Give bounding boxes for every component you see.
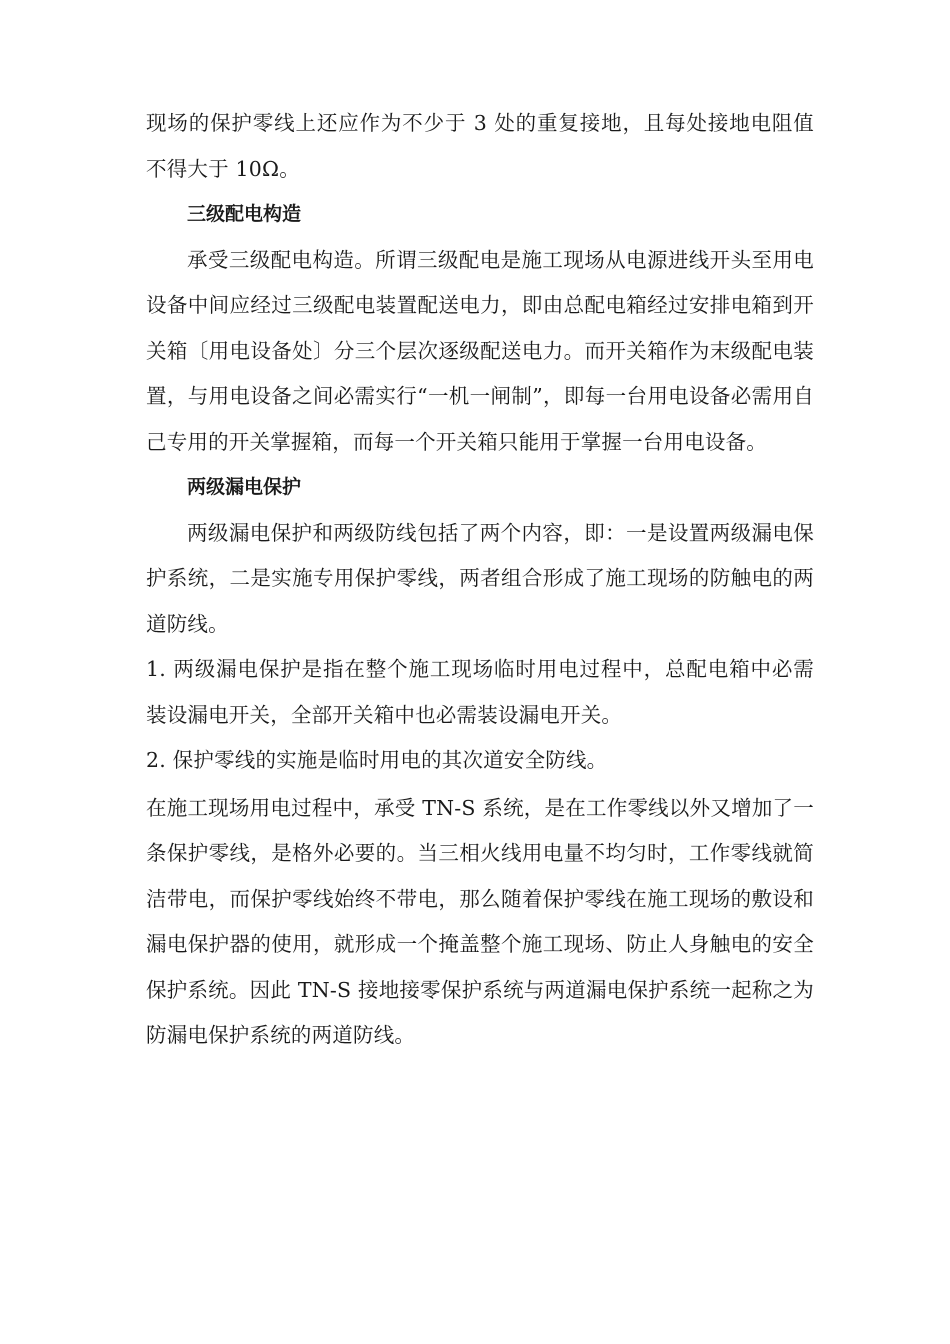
- document-page: [146, 101, 814, 1059]
- paragraph-two-level-leakage: 两级漏电保护和两级防线包括了两个内容，即：一是设置两级漏电保护系统，二是实施专用保护零线，两者组合形成了施工现场的防触电的两道防线。: [146, 520, 814, 636]
- paragraph-tn-s-system: 在施工现场用电过程中，承受 TN-S 系统，是在工作零线以外又增加了一条保护零线，是格外必要的。当三相火线用电量不均匀时，工作零线就简洁带电，而保护零线始终不带电，那么随着保护零线在施工现场的敷设和漏电保护器的使用，就形成一个掩盖整个施工现场、防止人身触电的安全保护系统。因此 TN-S 接地接零保护系统与两道漏电保护系统一起称之为防漏电保护系统的两道防线。: [146, 795, 814, 1047]
- list-item-2: 2. 保护零线的实施是临时用电的其次道安全防线。: [146, 748, 608, 772]
- list-item-1: 1. 两级漏电保护是指在整个施工现场临时用电过程中，总配电箱中必需装设漏电开关，全部开关箱中也必需装设漏电开关。: [146, 657, 814, 727]
- heading-three-level-distribution: 三级配电构造: [187, 203, 302, 225]
- paragraph-grounding: 现场的保护零线上还应作为不少于 3 处的重复接地，且每处接地电阻值不得大于 10Ω。: [146, 111, 814, 181]
- heading-two-level-leakage: 两级漏电保护: [187, 476, 302, 498]
- paragraph-three-level-distribution: 承受三级配电构造。所谓三级配电是施工现场从电源进线开头至用电设备中间应经过三级配电装置配送电力，即由总配电箱经过安排电箱到开关箱〔用电设备处〕分三个层次逐级配送电力。而开关箱作为末级配电装置，与用电设备之间必需实行“一机一闸制”，即每一台用电设备必需用自己专用的开关掌握箱，而每一个开关箱只能用于掌握一台用电设备。: [146, 247, 814, 454]
